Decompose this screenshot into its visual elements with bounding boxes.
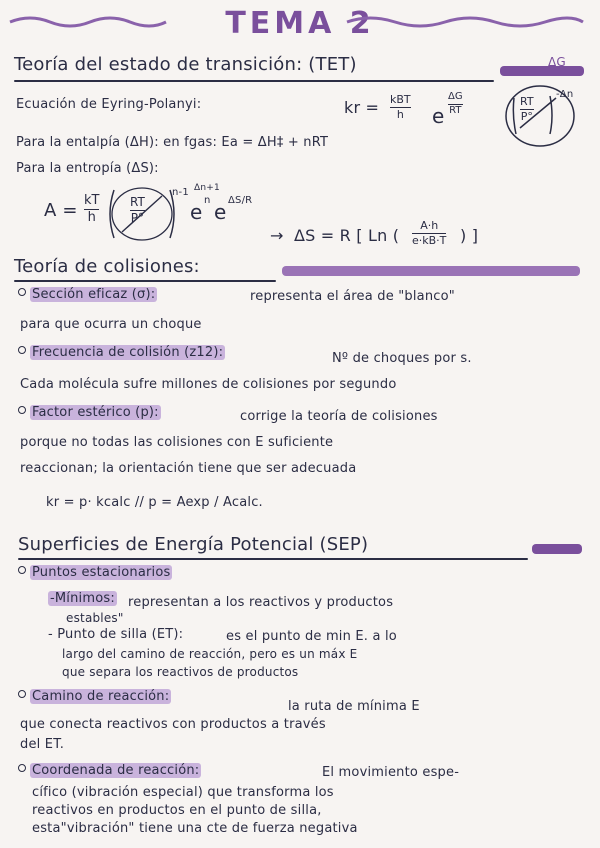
bullet bbox=[18, 566, 26, 574]
entropy-en: e bbox=[190, 200, 203, 224]
eyring-frac bbox=[390, 94, 411, 120]
bullet bbox=[18, 690, 26, 698]
entropy-paren-frac bbox=[130, 196, 145, 224]
colisiones-formula: kr = p· kcalc // p = Aexp / Acalc. bbox=[46, 495, 263, 510]
silla-line-2: largo del camino de reacción, pero es un máx E bbox=[62, 647, 358, 661]
title-wave-right bbox=[345, 12, 585, 32]
entropy-paren-den: P° bbox=[130, 210, 145, 225]
sep-heading: Superficies de Energía Potencial (SEP) bbox=[18, 534, 369, 555]
entropy-result: ΔS = R [ Ln ( bbox=[294, 226, 400, 245]
eyring-power: -Δn bbox=[556, 89, 574, 100]
colisiones-heading: Teoría de colisiones: bbox=[14, 256, 200, 277]
page-title: TEMA 2 bbox=[225, 6, 375, 41]
entropy-result-end: ) ] bbox=[460, 226, 479, 245]
camino-line-3: del ET. bbox=[20, 737, 65, 752]
frecuencia-label: Frecuencia de colisión (z12): bbox=[32, 345, 224, 360]
minimos-line-2: estables" bbox=[66, 611, 124, 625]
eyring-exp bbox=[448, 92, 463, 116]
coord-line-4: esta"vibración" tiene una cte de fuerza negativa bbox=[32, 821, 358, 836]
frecuencia-line-1: Nº de choques por s. bbox=[332, 351, 472, 366]
seccion-eficaz-line-2: para que ocurra un choque bbox=[20, 317, 202, 332]
tet-badge: ΔG bbox=[548, 55, 566, 69]
frecuencia-term bbox=[30, 346, 225, 359]
colisiones-underline bbox=[14, 280, 276, 282]
entropy-kt-den: h bbox=[87, 209, 96, 225]
seccion-eficaz-label: Sección eficaz (σ): bbox=[32, 287, 156, 302]
puntos-title bbox=[30, 566, 172, 579]
entropy-en-exp: n bbox=[204, 195, 211, 206]
seccion-eficaz-term bbox=[30, 288, 157, 301]
minimos-label: -Mínimos: bbox=[50, 591, 115, 606]
frecuencia-line-2: Cada molécula sufre millones de colisiones por segundo bbox=[20, 377, 397, 392]
minimos-term bbox=[48, 592, 117, 605]
eyring-exp-num: ΔG bbox=[448, 91, 463, 102]
enthalpy-line: Para la entalpía (ΔH): en fgas: Ea = ΔH‡ + nRT bbox=[16, 135, 329, 150]
silla-term: - Punto de silla (ET): bbox=[48, 627, 184, 642]
bullet bbox=[18, 406, 26, 414]
entropy-power: n-1 bbox=[172, 187, 189, 198]
eyring-frac-den: h bbox=[396, 107, 404, 121]
factor-esterico-line-3: reaccionan; la orientación tiene que ser adecuada bbox=[20, 461, 357, 476]
camino-line-2: que conecta reactivos con productos a través bbox=[20, 717, 326, 732]
sep-bar bbox=[532, 544, 582, 554]
entropy-paren-num: RT bbox=[130, 195, 145, 209]
coord-line-2: cífico (vibración especial) que transforma los bbox=[32, 785, 334, 800]
eyring-paren-den: P° bbox=[520, 109, 533, 123]
entropy-result-num: A·h bbox=[420, 219, 439, 232]
factor-esterico-label: Factor estérico (p): bbox=[32, 405, 159, 420]
tet-heading: Teoría del estado de transición: (TET) bbox=[14, 54, 357, 75]
coord-line-1: El movimiento espe- bbox=[322, 765, 460, 780]
entropy-result-den: e·kB·T bbox=[412, 233, 447, 247]
silla-line-1: es el punto de min E. a lo bbox=[226, 629, 397, 644]
entropy-e2-exp: ΔS/R bbox=[228, 195, 253, 206]
eyring-paren-frac bbox=[520, 96, 534, 122]
eyring-exp-den: RT bbox=[449, 104, 462, 116]
eyring-frac-num: kBT bbox=[390, 93, 411, 106]
minimos-line-1: representan a los reactivos y productos bbox=[128, 595, 394, 610]
silla-line-3: que separa los reactivos de productos bbox=[62, 665, 299, 679]
bullet bbox=[18, 764, 26, 772]
entropy-kt-num: kT bbox=[84, 193, 100, 208]
entropy-A: A = bbox=[44, 200, 78, 221]
tet-heading-underline bbox=[14, 80, 494, 82]
eyring-label: Ecuación de Eyring-Polanyi: bbox=[16, 97, 202, 112]
entropy-kt-frac bbox=[84, 194, 99, 224]
factor-esterico-line-1: corrige la teoría de colisiones bbox=[240, 409, 438, 424]
eyring-paren-num: RT bbox=[520, 95, 534, 108]
camino-label: Camino de reacción: bbox=[32, 689, 170, 704]
entropy-power2: Δn+1 bbox=[194, 183, 220, 193]
factor-esterico-line-2: porque no todas las colisiones con E suficiente bbox=[20, 435, 334, 450]
entropy-arrow: → bbox=[270, 226, 284, 245]
tet-heading-bar bbox=[500, 66, 584, 76]
eyring-kr: kr = bbox=[344, 98, 380, 117]
coord-label: Coordenada de reacción: bbox=[32, 763, 200, 778]
eyring-e: e bbox=[432, 104, 445, 128]
camino-term bbox=[30, 690, 171, 703]
entropy-e2: e bbox=[214, 200, 227, 224]
colisiones-bar bbox=[282, 266, 580, 276]
bullet bbox=[18, 288, 26, 296]
factor-esterico-term bbox=[30, 406, 161, 419]
entropy-result-frac bbox=[412, 220, 446, 246]
coord-term bbox=[30, 764, 201, 777]
bullet bbox=[18, 346, 26, 354]
camino-line-1: la ruta de mínima E bbox=[288, 699, 420, 714]
entropy-line: Para la entropía (ΔS): bbox=[16, 161, 159, 176]
puntos-label: Puntos estacionarios bbox=[32, 565, 171, 580]
sep-underline bbox=[18, 558, 528, 560]
seccion-eficaz-line-1: representa el área de "blanco" bbox=[250, 289, 455, 304]
coord-line-3: reactivos en productos en el punto de silla, bbox=[32, 803, 322, 818]
